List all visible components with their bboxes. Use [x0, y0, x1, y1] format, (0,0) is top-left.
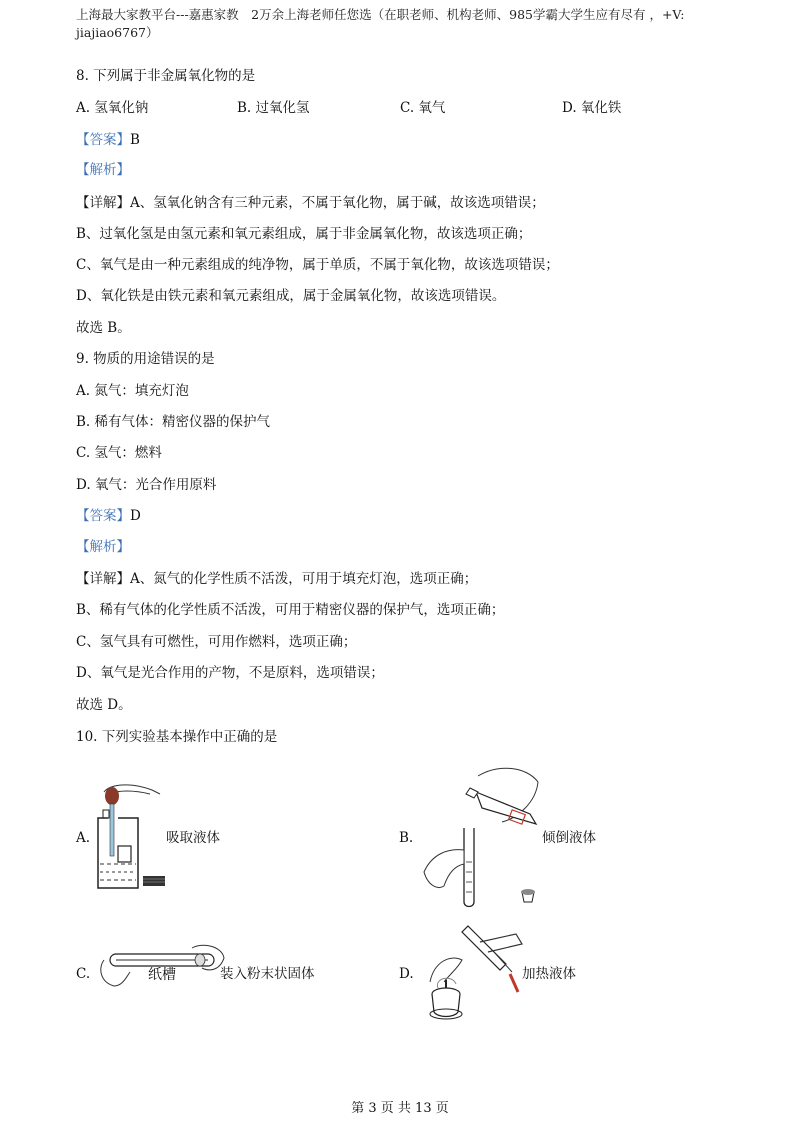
- q8-detail-line: D、氧化铁是由铁元素和氧元素组成，属于金属氧化物，故该选项错误。: [76, 288, 506, 304]
- detail-text: A、氮气的化学性质不活泼，可用于填充灯泡，选项正确；: [130, 571, 478, 587]
- page-footer: 第 3 页 共 13 页: [351, 1101, 449, 1116]
- detail-tag: 【详解】: [76, 571, 130, 587]
- q8-answer: [76, 130, 140, 150]
- q8-detail-line: B、过氧化氢是由氢元素和氧元素组成，属于非金属氧化物，故该选项正确；: [76, 226, 532, 242]
- answer-tag: 【答案】: [76, 508, 130, 524]
- q9-detail-line: [76, 569, 477, 589]
- q10-stem: 10. 下列实验基本操作中正确的是: [76, 729, 278, 745]
- q8-option-b: B. 过氧化氢: [237, 100, 310, 116]
- q10-option-c-label: 装入粉末状固体: [220, 966, 315, 982]
- q9-answer: [76, 506, 141, 526]
- q9-detail-line: B、稀有气体的化学性质不活泼，可用于精密仪器的保护气，选项正确；: [76, 602, 505, 618]
- q8-detail-line: [76, 193, 545, 213]
- q10-option-a-label: 吸取液体: [166, 830, 220, 846]
- pouring-liquid-illustration: [418, 762, 548, 912]
- page-header: 上海最大家教平台---嘉惠家教 2万余上海老师任您选（在职老师、机构老师、985学霸大学生应有尽有 ，+V: jiajiao6767）: [76, 7, 685, 40]
- heating-liquid-illustration: [418, 922, 528, 1022]
- q9-detail-line: C、氢气具有可燃性，可用作燃料，选项正确；: [76, 634, 357, 650]
- q10-option-a-letter: A.: [76, 830, 91, 846]
- q9-analysis-tag: 【解析】: [76, 539, 130, 555]
- q10-option-b-label: 倾倒液体: [542, 830, 596, 846]
- dropper-bottle-illustration: [90, 780, 170, 895]
- q8-option-c: C. 氧气: [400, 100, 446, 116]
- q10-option-b-letter: B.: [399, 830, 414, 846]
- q8-detail-line: C、氧气是由一种元素组成的纯净物，属于单质，不属于氧化物，故该选项错误；: [76, 257, 559, 273]
- q9-option-a: A. 氮气：填充灯泡: [76, 383, 189, 399]
- paper-trough-label: 纸槽: [148, 967, 176, 983]
- q8-option-a: A. 氢氧化钠: [76, 100, 149, 116]
- answer-tag: 【答案】: [76, 132, 130, 148]
- q9-conclusion: 故选 D。: [76, 697, 132, 713]
- q8-option-d: D. 氧化铁: [562, 100, 622, 116]
- q9-stem: 9. 物质的用途错误的是: [76, 351, 215, 367]
- q8-analysis-tag: 【解析】: [76, 162, 130, 178]
- answer-value: D: [130, 508, 141, 524]
- detail-tag: 【详解】: [76, 195, 130, 211]
- q9-option-b: B. 稀有气体：精密仪器的保护气: [76, 414, 271, 430]
- q9-option-c: C. 氢气：燃料: [76, 445, 162, 461]
- q10-option-d-label: 加热液体: [522, 966, 576, 982]
- detail-text: A、氢氧化钠含有三种元素，不属于氧化物，属于碱，故该选项错误；: [130, 195, 545, 211]
- q10-option-c-letter: C.: [76, 966, 91, 982]
- q9-option-d: D. 氧气：光合作用原料: [76, 477, 217, 493]
- q9-detail-line: D、氧气是光合作用的产物，不是原料，选项错误；: [76, 665, 384, 681]
- q10-option-d-letter: D.: [399, 966, 414, 982]
- q8-stem: 8. 下列属于非金属氧化物的是: [76, 68, 256, 84]
- q8-conclusion: 故选 B。: [76, 320, 131, 336]
- answer-value: B: [130, 132, 140, 148]
